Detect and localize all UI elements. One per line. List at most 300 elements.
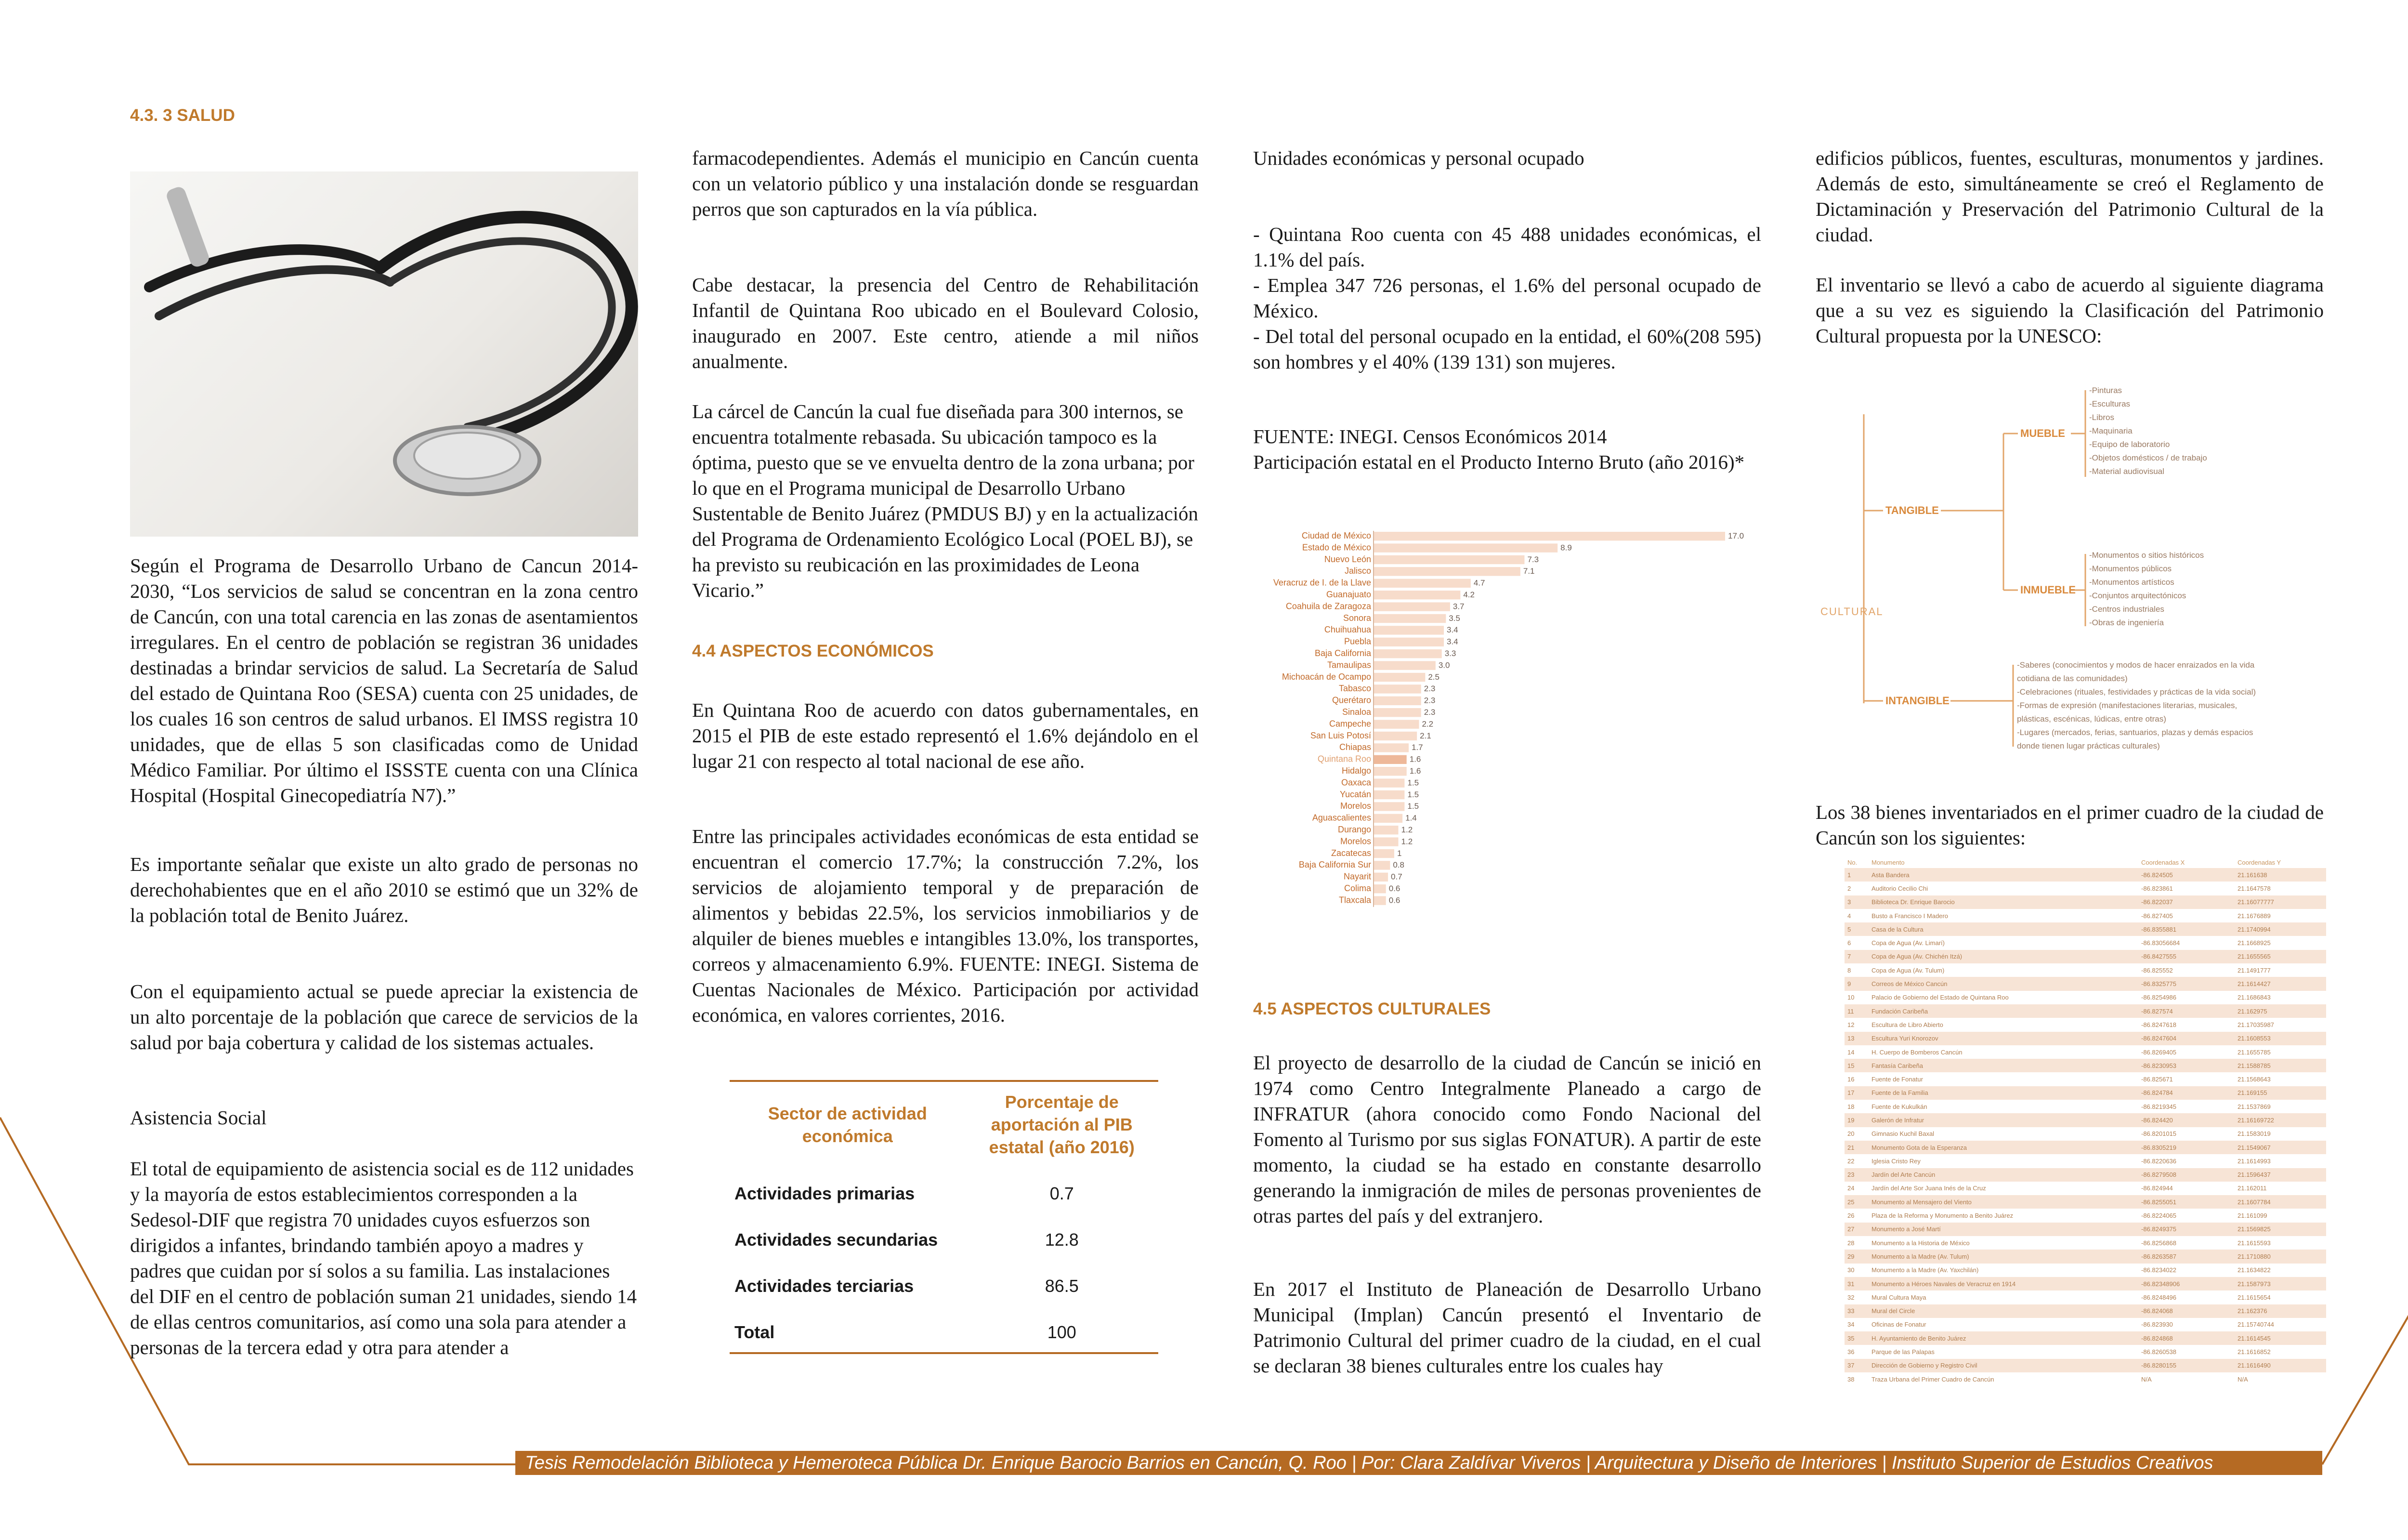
inventory-cell-monumento: Correos de México Cancún xyxy=(1869,977,2138,990)
chart-category-label: Estado de México xyxy=(1302,542,1371,553)
diagram-item: -Conjuntos arquitectónicos xyxy=(2089,591,2186,600)
chart-value-label: 2.2 xyxy=(1422,719,1434,729)
inventory-cell-x: -86.8249375 xyxy=(2138,1223,2235,1236)
table-row xyxy=(1845,1141,2326,1154)
inventory-cell-no: 28 xyxy=(1847,1239,1855,1247)
chart-bar xyxy=(1374,673,1425,682)
col3-paragraph-4: El proyecto de desarrollo de la ciudad de Cancún se inició en 1974 como Centro Integralmente Planeado a cargo de INFRATUR (ahora conocido como Fondo Nacional del Fomento al Turismo por sus siglas FONATUR). A partir de este momento, la ciudad se ha estado en constante desarrollo generando la inmigración de miles de personas provenientes de otras partes del país y del extranjero. xyxy=(1253,1052,1761,1227)
chart-value-label: 1.6 xyxy=(1409,754,1421,764)
chart-value-label: 3.0 xyxy=(1438,660,1450,670)
diagram-item: donde tienen lugar prácticas culturales) xyxy=(2017,741,2160,750)
inventory-cell-y: N/A xyxy=(2238,1375,2248,1383)
chart-category-label: Nayarit xyxy=(1343,871,1371,882)
table-row xyxy=(730,1167,1158,1213)
diagram-item: -Material audiovisual xyxy=(2089,467,2164,476)
chart-category-label: Oaxaca xyxy=(1341,777,1371,788)
col4-paragraph-1: edificios públicos, fuentes, esculturas, monumentos y jardines. Además de esto, simultáneamente se creó el Reglamento de Dictaminación y Preservación del Patrimonio Cultural de la ciudad. xyxy=(1816,147,2324,246)
chart-category-label: Baja California Sur xyxy=(1298,860,1371,870)
pib-chart xyxy=(1253,525,1764,944)
inventory-cell-monumento: Iglesia Cristo Rey xyxy=(1871,1157,1921,1165)
inventory-cell-y: 21.1668925 xyxy=(2238,939,2271,947)
section-heading-culturales: 4.5 ASPECTOS CULTURALES xyxy=(1253,1000,1491,1018)
inventory-cell-monumento: Fantasía Caribeña xyxy=(1869,1059,2138,1072)
inventory-header-no: No. xyxy=(1847,858,1858,866)
inventory-cell-y: 21.17035987 xyxy=(2238,1021,2274,1028)
inventory-cell-monumento: Copa de Agua (Av. Limarí) xyxy=(1871,939,1945,947)
table-row xyxy=(1845,909,2326,922)
cultural-heritage-diagram xyxy=(1811,376,2331,771)
inventory-cell-x: -86.8219345 xyxy=(2141,1103,2177,1110)
table-row xyxy=(1845,1072,2326,1086)
inventory-cell-x: -86.827405 xyxy=(2141,912,2173,920)
diagram-item: -Maquinaria xyxy=(2089,426,2133,435)
inventory-cell-monumento: Fuente de la Familia xyxy=(1869,1086,2138,1100)
inventory-cell-no: 7 xyxy=(1845,950,1869,963)
inventory-cell-monumento: Gimnasio Kuchil Baxal xyxy=(1871,1130,1935,1138)
diagram-item: -Monumentos artísticos xyxy=(2089,578,2174,587)
inventory-cell-no: 15 xyxy=(1845,1059,1869,1072)
table-row xyxy=(730,1306,1158,1353)
inventory-cell-no: 11 xyxy=(1845,1004,1869,1018)
inventory-cell-y: 21.161638 xyxy=(2235,868,2326,882)
inventory-cell-no: 37 xyxy=(1845,1359,1869,1372)
inventory-cell-y: 21.1676889 xyxy=(2238,912,2271,920)
inventory-cell-monumento: Oficinas de Fonatur xyxy=(1871,1321,1926,1329)
table-row xyxy=(1845,1127,2326,1141)
chart-value-label: 1.5 xyxy=(1407,778,1419,788)
col4-paragraph-2: El inventario se llevó a cabo de acuerdo al siguiente diagrama que a su vez es siguiendo la Clasificación del Patrimonio Cultural propuesta por la UNESCO: xyxy=(1816,274,2324,347)
inventory-cell-monumento: Escultura Yuri Knorozov xyxy=(1869,1032,2138,1045)
chart-value-label: 4.7 xyxy=(1473,578,1485,588)
salud-paragraph-2: Es importante señalar que existe un alto grado de personas no derechohabientes que en el año 2010 se estimó que un 32% de la población total de Benito Juárez. xyxy=(130,853,638,926)
inventory-cell-y: 21.1537869 xyxy=(2238,1103,2271,1110)
chart-bar xyxy=(1374,778,1404,787)
chart-value-label: 2.5 xyxy=(1428,672,1440,682)
salud-paragraph-3: Con el equipamiento actual se puede apreciar la existencia de un alto porcentaje de la población que carece de servicios de la salud por baja cobertura y calidad de los sistemas actuales. xyxy=(130,980,638,1053)
table-cell-label: Actividades terciarias xyxy=(734,1276,914,1296)
chart-bar xyxy=(1374,873,1388,882)
chart-value-label: 1.7 xyxy=(1412,743,1423,752)
inventory-cell-x: -86.822037 xyxy=(2138,895,2235,909)
inventory-cell-no: 14 xyxy=(1847,1048,1855,1056)
col2-paragraph-4: En Quintana Roo de acuerdo con datos gubernamentales, en 2015 el PIB de este estado representó el 1.6% dejándolo en el lugar 21 con respecto al total nacional de ese año. xyxy=(692,699,1199,772)
inventory-cell-monumento: Monumento a la Madre (Av. Tulum) xyxy=(1869,1250,2138,1263)
diagram-item: -Lugares (mercados, ferias, santuarios, plazas y demás espacios xyxy=(2017,728,2253,737)
inventory-cell-no: 31 xyxy=(1845,1277,1869,1290)
chart-bar xyxy=(1374,826,1399,834)
table-row xyxy=(1845,1345,2326,1358)
inventory-cell-y: 21.1614993 xyxy=(2238,1157,2271,1165)
chart-value-label: 1 xyxy=(1397,848,1402,858)
inventory-cell-y: 21.1616490 xyxy=(2235,1359,2326,1372)
chart-bar xyxy=(1374,814,1402,823)
table-row xyxy=(1845,1004,2326,1018)
chart-category-label: Puebla xyxy=(1344,636,1371,646)
inventory-header-x: Coordenadas X xyxy=(2141,858,2185,866)
chart-value-label: 1.6 xyxy=(1409,766,1421,776)
table-row xyxy=(1845,1318,2326,1331)
chart-value-label: 7.3 xyxy=(1527,554,1539,564)
diagram-item: -Formas de expresión (manifestaciones literarias, musicales, xyxy=(2017,701,2238,710)
chart-bar xyxy=(1374,861,1390,869)
diagram-svg xyxy=(1811,376,2331,771)
inventory-cell-monumento: Galerón de Infratur xyxy=(1869,1113,2138,1127)
inventory-header-y: Coordenadas Y xyxy=(2238,858,2281,866)
inventory-cell-monumento: Parque de las Palapas xyxy=(1871,1348,1935,1356)
inventory-cell-y: 21.1491777 xyxy=(2238,966,2271,974)
chart-bar xyxy=(1374,626,1444,634)
inventory-cell-x: -86.8255051 xyxy=(2138,1195,2235,1209)
section-heading-economicos: 4.4 ASPECTOS ECONÓMICOS xyxy=(692,642,934,660)
inventory-cell-y: 21.1568643 xyxy=(2238,1076,2271,1083)
inventory-cell-monumento: Monumento a la Madre (Av. Yaxchilán) xyxy=(1871,1266,1979,1274)
table-row xyxy=(1845,895,2326,909)
inventory-cell-monumento: Dirección de Gobierno y Registro Civil xyxy=(1869,1359,2138,1372)
chart-value-label: 2.3 xyxy=(1424,684,1436,694)
diagram-mueble: MUEBLE xyxy=(2020,427,2065,439)
inventory-cell-x: -86.8355881 xyxy=(2138,922,2235,936)
table-header-sector: Sector de actividad económica xyxy=(768,1103,927,1146)
chart-category-label: Campeche xyxy=(1329,719,1371,729)
chart-category-label: Coahuila de Zaragoza xyxy=(1285,601,1371,611)
chart-bar xyxy=(1374,697,1421,705)
inventory-cell-no: 6 xyxy=(1847,939,1851,947)
inventory-cell-monumento: Copa de Agua (Av. Chichén Itzá) xyxy=(1869,950,2138,963)
inventory-cell-x: -86.8234022 xyxy=(2141,1266,2177,1274)
inventory-cell-y: 21.1583019 xyxy=(2238,1130,2271,1138)
col4-paragraph-3: Los 38 bienes inventariados en el primer cuadro de la ciudad de Cancún son los siguientes: xyxy=(1816,801,2324,849)
inventory-cell-monumento: Asta Bandera xyxy=(1869,868,2138,882)
chart-category-label: Colima xyxy=(1344,883,1371,893)
inventory-cell-monumento: H. Cuerpo de Bomberos Cancún xyxy=(1871,1048,1963,1056)
table-row xyxy=(1845,1018,2326,1031)
inventory-cell-no: 12 xyxy=(1847,1021,1855,1028)
chart-value-label: 1.5 xyxy=(1407,802,1419,811)
table-row xyxy=(1845,1113,2326,1127)
col3-paragraph-5: En 2017 el Instituto de Planeación de Desarrollo Urbano Municipal (Implan) Cancún presentó el Inventario de Patrimonio Cultural del primer cuadro de la ciudad, en el cual se declaran 38 bienes culturales entre los cuales hay xyxy=(1253,1278,1761,1377)
chart-bar xyxy=(1374,602,1450,611)
inventory-cell-no: 16 xyxy=(1847,1076,1855,1083)
inventory-cell-x: -86.824068 xyxy=(2138,1304,2235,1318)
table-row xyxy=(1845,1059,2326,1072)
diagram-item: -Esculturas xyxy=(2089,399,2131,408)
table-row xyxy=(1845,1264,2326,1277)
inventory-cell-no: 1 xyxy=(1845,868,1869,882)
inventory-cell-x: -86.825671 xyxy=(2141,1076,2173,1083)
inventory-cell-monumento: Fuente de Fonatur xyxy=(1871,1076,1923,1083)
chart-category-label: Chuihuahua xyxy=(1324,625,1371,635)
chart-bar xyxy=(1374,790,1404,799)
inventory-table xyxy=(1845,856,2326,1386)
inventory-cell-y: 21.1569825 xyxy=(2235,1223,2326,1236)
inventory-cell-monumento: Palacio de Gobierno del Estado de Quintana Roo xyxy=(1871,994,2009,1001)
chart-bar xyxy=(1374,884,1386,893)
table-header-percentage: Porcentaje de aportación al PIB estatal (año 2016) xyxy=(989,1092,1135,1157)
table-row xyxy=(1845,1032,2326,1045)
chart-bar xyxy=(1374,661,1436,670)
inventory-cell-no: 19 xyxy=(1845,1113,1869,1127)
table-row xyxy=(1845,1182,2326,1195)
chart-bar xyxy=(1374,638,1444,646)
economic-sectors-table xyxy=(730,1080,1158,1354)
inventory-cell-x: -86.8325775 xyxy=(2138,977,2235,990)
inventory-cell-no: 33 xyxy=(1845,1304,1869,1318)
inventory-cell-monumento: Fundación Caribeña xyxy=(1869,1004,2138,1018)
chart-bar xyxy=(1374,579,1471,588)
table-row xyxy=(1845,1100,2326,1113)
table-row xyxy=(1845,991,2326,1004)
inventory-cell-monumento: Mural Cultura Maya xyxy=(1871,1293,1926,1301)
inventory-header-monumento: Monumento xyxy=(1871,858,1905,866)
inventory-cell-no: 30 xyxy=(1847,1266,1855,1274)
inventory-cell-monumento: Monumento a José Martí xyxy=(1869,1223,2138,1236)
inventory-cell-no: 17 xyxy=(1845,1086,1869,1100)
inventory-cell-y: 21.1587973 xyxy=(2235,1277,2326,1290)
inventory-cell-y: 21.1616852 xyxy=(2238,1348,2271,1356)
chart-bar xyxy=(1374,755,1407,764)
inventory-cell-x: -86.824784 xyxy=(2138,1086,2235,1100)
inventory-cell-y: 21.1596437 xyxy=(2235,1168,2326,1182)
chart-category-label: Tlaxcala xyxy=(1338,895,1371,905)
chart-bar xyxy=(1374,649,1442,658)
inventory-cell-y: 21.162376 xyxy=(2235,1304,2326,1318)
table-cell-label: Actividades secundarias xyxy=(734,1230,938,1250)
chart-bar xyxy=(1374,837,1399,846)
table-row xyxy=(1845,922,2326,936)
inventory-cell-no: 27 xyxy=(1845,1223,1869,1236)
chart-category-label: Hidalgo xyxy=(1341,766,1371,776)
diagram-root: CULTURAL xyxy=(1820,605,1884,618)
inventory-cell-y: 21.1710880 xyxy=(2235,1250,2326,1263)
inventory-cell-monumento: Busto a Francisco I Madero xyxy=(1871,912,1948,920)
inventory-cell-no: 23 xyxy=(1845,1168,1869,1182)
inventory-cell-x: -86.824505 xyxy=(2138,868,2235,882)
inventory-cell-y: 21.1614427 xyxy=(2235,977,2326,990)
chart-value-label: 3.3 xyxy=(1444,649,1456,658)
chart-bar xyxy=(1374,684,1421,693)
chart-value-label: 2.3 xyxy=(1424,696,1436,705)
chart-bar xyxy=(1374,732,1417,740)
chart-bar xyxy=(1374,543,1557,552)
table-row xyxy=(730,1260,1158,1306)
chart-category-label: Veracruz de I. de la Llave xyxy=(1273,578,1371,588)
table-cell-value: 100 xyxy=(1047,1322,1076,1342)
table-row xyxy=(1845,950,2326,963)
diagram-inmueble: INMUEBLE xyxy=(2020,584,2076,596)
inventory-cell-no: 22 xyxy=(1847,1157,1855,1165)
pib-chart-svg xyxy=(1253,525,1764,944)
col3-paragraph-3: FUENTE: INEGI. Censos Económicos 2014 Participación estatal en el Producto Interno Bruto (año 2016)* xyxy=(1253,425,1745,473)
table-row xyxy=(1845,882,2326,895)
inventory-cell-y: 21.16169722 xyxy=(2235,1113,2326,1127)
inventory-cell-monumento: Jardín del Arte Sor Juana Inés de la Cruz xyxy=(1871,1185,1986,1192)
inventory-cell-no: 4 xyxy=(1847,912,1851,920)
inventory-cell-no: 38 xyxy=(1847,1375,1855,1383)
chart-bar xyxy=(1374,767,1407,776)
inventory-cell-y: 21.1655785 xyxy=(2238,1048,2271,1056)
chart-bar xyxy=(1374,849,1394,858)
chart-category-label: Quintana Roo xyxy=(1317,754,1371,764)
chart-category-label: Michoacán de Ocampo xyxy=(1282,671,1371,682)
chart-category-label: Sinaloa xyxy=(1342,707,1371,717)
inventory-cell-monumento: Escultura de Libro Abierto xyxy=(1871,1021,1943,1028)
inventory-cell-monumento: Auditorio Cecilio Chi xyxy=(1871,884,1928,892)
inventory-cell-no: 21 xyxy=(1845,1141,1869,1154)
table-row xyxy=(1845,1168,2326,1182)
chart-category-label: San Luis Potosí xyxy=(1310,730,1371,740)
table-cell-label: Total xyxy=(734,1322,775,1342)
inventory-header-row xyxy=(1845,856,2326,868)
inventory-cell-y: 21.1588785 xyxy=(2235,1059,2326,1072)
stethoscope-photo xyxy=(130,171,638,537)
inventory-cell-monumento: Biblioteca Dr. Enrique Barocio xyxy=(1869,895,2138,909)
chart-bar xyxy=(1374,720,1419,728)
table-cell-value: 86.5 xyxy=(1045,1276,1079,1296)
chart-value-label: 8.9 xyxy=(1560,543,1572,553)
inventory-cell-x: -86.8220636 xyxy=(2141,1157,2177,1165)
diagram-item: -Monumentos públicos xyxy=(2089,564,2172,573)
chart-value-label: 3.5 xyxy=(1449,613,1460,623)
inventory-cell-no: 10 xyxy=(1847,994,1855,1001)
inventory-cell-y: 21.1647578 xyxy=(2238,884,2271,892)
inventory-cell-monumento: Copa de Agua (Av. Tulum) xyxy=(1871,966,1945,974)
table-row xyxy=(1845,1250,2326,1263)
inventory-cell-x: -86.8305219 xyxy=(2138,1141,2235,1154)
inventory-cell-no: 3 xyxy=(1845,895,1869,909)
table-row xyxy=(1845,1236,2326,1250)
inventory-cell-x: -86.8247604 xyxy=(2138,1032,2235,1045)
diagram-intangible: INTANGIBLE xyxy=(1885,695,1950,707)
chart-value-label: 2.3 xyxy=(1424,708,1436,717)
inventory-cell-monumento: Fuente de Kukulkán xyxy=(1871,1103,1927,1110)
table-row xyxy=(1845,1195,2326,1209)
col2-paragraph-5: Entre las principales actividades económicas de esta entidad se encuentran el comercio 17.7%; la construcción 7.2%, los servicios de alojamiento temporal y de preparación de alimentos y bebidas 22.5%, los servicios inmobiliarios y de alquiler de bienes muebles e intangibles 13.0%, los transportes, correos y almacenamiento 6.9%. FUENTE: INEGI. Sistema de Cuentas Nacionales de México. Participación por actividad económica, en valores corrientes, 2016. xyxy=(692,825,1199,1026)
chart-bar xyxy=(1374,532,1725,540)
table-row xyxy=(1845,1086,2326,1100)
inventory-cell-monumento: Monumento a Héroes Navales de Veracruz en 1914 xyxy=(1869,1277,2138,1290)
table-row xyxy=(1845,1277,2326,1290)
inventory-cell-x: N/A xyxy=(2141,1375,2152,1383)
chart-value-label: 1.2 xyxy=(1401,837,1413,846)
chart-category-label: Ciudad de México xyxy=(1301,531,1371,540)
inventory-cell-no: 2 xyxy=(1847,884,1851,892)
table-cell-value: 12.8 xyxy=(1045,1230,1079,1250)
chart-category-label: Guanajuato xyxy=(1326,590,1371,599)
chart-value-label: 1.5 xyxy=(1407,790,1419,799)
inventory-cell-y: 21.1686843 xyxy=(2238,994,2271,1001)
table-row xyxy=(1845,1359,2326,1372)
chart-value-label: 0.7 xyxy=(1391,872,1402,882)
section-heading-salud: 4.3. 3 SALUD xyxy=(130,106,235,125)
inventory-cell-no: 25 xyxy=(1845,1195,1869,1209)
chart-bar xyxy=(1374,591,1460,599)
stethoscope-icon xyxy=(130,171,638,537)
inventory-cell-x: -86.8260538 xyxy=(2141,1348,2177,1356)
inventory-cell-x: -86.82348906 xyxy=(2138,1277,2235,1290)
inventory-cell-no: 20 xyxy=(1847,1130,1855,1138)
inventory-cell-no: 8 xyxy=(1847,966,1851,974)
inventory-cell-no: 26 xyxy=(1847,1212,1855,1220)
diagram-item: -Monumentos o sitios históricos xyxy=(2089,551,2204,560)
chart-category-label: Tabasco xyxy=(1338,684,1371,694)
inventory-cell-x: -86.8230953 xyxy=(2138,1059,2235,1072)
inventory-cell-y: 21.1608553 xyxy=(2235,1032,2326,1045)
inventory-cell-monumento: Casa de la Cultura xyxy=(1869,922,2138,936)
inventory-cell-x: -86.8280155 xyxy=(2138,1359,2235,1372)
inventory-cell-y: 21.1634822 xyxy=(2238,1266,2271,1274)
inventory-cell-x: -86.8254986 xyxy=(2141,994,2177,1001)
inventory-cell-x: -86.8279508 xyxy=(2138,1168,2235,1182)
table-row xyxy=(1845,1304,2326,1318)
chart-bar xyxy=(1374,708,1421,717)
inventory-cell-no: 34 xyxy=(1847,1321,1855,1329)
inventory-cell-no: 29 xyxy=(1845,1250,1869,1263)
chart-value-label: 3.7 xyxy=(1453,602,1465,611)
chart-category-label: Aguascalientes xyxy=(1312,813,1371,823)
table-row xyxy=(1845,1223,2326,1236)
footer-credits: Tesis Remodelación Biblioteca y Hemeroteca Pública Dr. Enrique Barocio Barrios en Cancún, Q. Roo | Por: Clara Zaldívar Viveros | Arquitectura y Diseño de Interiores | Instituto Superior de Estudios Creativos xyxy=(525,1453,2213,1473)
diagram-item: plásticas, escénicas, lúdicas, entre otras) xyxy=(2017,714,2166,724)
inventory-cell-x: -86.824868 xyxy=(2138,1331,2235,1345)
chart-category-label: Jalisco xyxy=(1344,566,1371,576)
diagram-item: -Libros xyxy=(2089,413,2114,422)
inventory-cell-x: -86.83056684 xyxy=(2141,939,2180,947)
chart-value-label: 0.8 xyxy=(1393,860,1404,870)
chart-bar xyxy=(1374,567,1520,576)
inventory-cell-x: -86.824420 xyxy=(2138,1113,2235,1127)
inventory-cell-x: -86.8201015 xyxy=(2141,1130,2177,1138)
col2-paragraph-2: Cabe destacar, la presencia del Centro de Rehabilitación Infantil de Quintana Roo ubicado en el Boulevard Colosio, inaugurado en 2007. Este centro, atiende a mil niños anualmente. xyxy=(692,274,1199,372)
inventory-cell-y: 21.162975 xyxy=(2235,1004,2326,1018)
chart-category-label: Morelos xyxy=(1340,836,1371,846)
diagram-item: -Centros industriales xyxy=(2089,605,2164,614)
chart-value-label: 2.1 xyxy=(1420,731,1431,740)
inventory-cell-y: 21.1740994 xyxy=(2235,922,2326,936)
chart-category-label: Querétaro xyxy=(1332,695,1371,705)
inventory-cell-monumento: Plaza de la Reforma y Monumento a Benito Juárez xyxy=(1871,1212,2014,1220)
inventory-cell-y: 21.169155 xyxy=(2235,1086,2326,1100)
chart-value-label: 1.2 xyxy=(1401,825,1413,834)
inventory-cell-monumento: Monumento a la Historia de México xyxy=(1871,1239,1970,1247)
inventory-cell-x: -86.8427555 xyxy=(2138,950,2235,963)
diagram-item: -Celebraciones (rituales, festividades y prácticas de la vida social) xyxy=(2017,687,2256,697)
diagram-item: -Saberes (conocimientos y modos de hacer enraizados en la vida xyxy=(2017,660,2255,670)
table-row xyxy=(1845,977,2326,990)
col3-paragraph-1: Unidades económicas y personal ocupado xyxy=(1253,147,1584,169)
col3-paragraph-2: - Quintana Roo cuenta con 45 488 unidades económicas, el 1.1% del país. - Emplea 347 726 personas, el 1.6% del personal ocupado de México. - Del total del personal ocupado en la entidad, el 60%(208 595) son hombres y el 40% (139 131) son mujeres. xyxy=(1253,223,1761,373)
inventory-cell-y: 21.16077777 xyxy=(2235,895,2326,909)
col2-paragraph-1: farmacodependientes. Además el municipio en Cancún cuenta con un velatorio público y una instalación donde se resguardan perros que son capturados en la vía pública. xyxy=(692,147,1199,220)
inventory-cell-y: 21.1614545 xyxy=(2235,1331,2326,1345)
inventory-cell-y: 21.1607784 xyxy=(2235,1195,2326,1209)
chart-value-label: 17.0 xyxy=(1728,531,1744,540)
inventory-cell-x: -86.823861 xyxy=(2141,884,2173,892)
table-row xyxy=(1845,1209,2326,1222)
inventory-cell-monumento: Mural del Circle xyxy=(1869,1304,2138,1318)
inventory-cell-no: 36 xyxy=(1847,1348,1855,1356)
inventory-cell-x: -86.825552 xyxy=(2141,966,2173,974)
diagram-item: -Objetos domésticos / de trabajo xyxy=(2089,453,2207,462)
chart-value-label: 3.4 xyxy=(1447,637,1458,646)
inventory-cell-y: 21.1549067 xyxy=(2235,1141,2326,1154)
asistencia-social-subheading: Asistencia Social xyxy=(130,1106,267,1129)
inventory-cell-monumento: Traza Urbana del Primer Cuadro de Cancún xyxy=(1871,1375,1994,1383)
inventory-cell-x: -86.823930 xyxy=(2141,1321,2173,1329)
chart-value-label: 4.2 xyxy=(1463,590,1475,599)
frame-line-right xyxy=(2322,1233,2408,1464)
inventory-cell-no: 24 xyxy=(1847,1185,1855,1192)
chart-category-label: Zacatecas xyxy=(1331,848,1371,858)
